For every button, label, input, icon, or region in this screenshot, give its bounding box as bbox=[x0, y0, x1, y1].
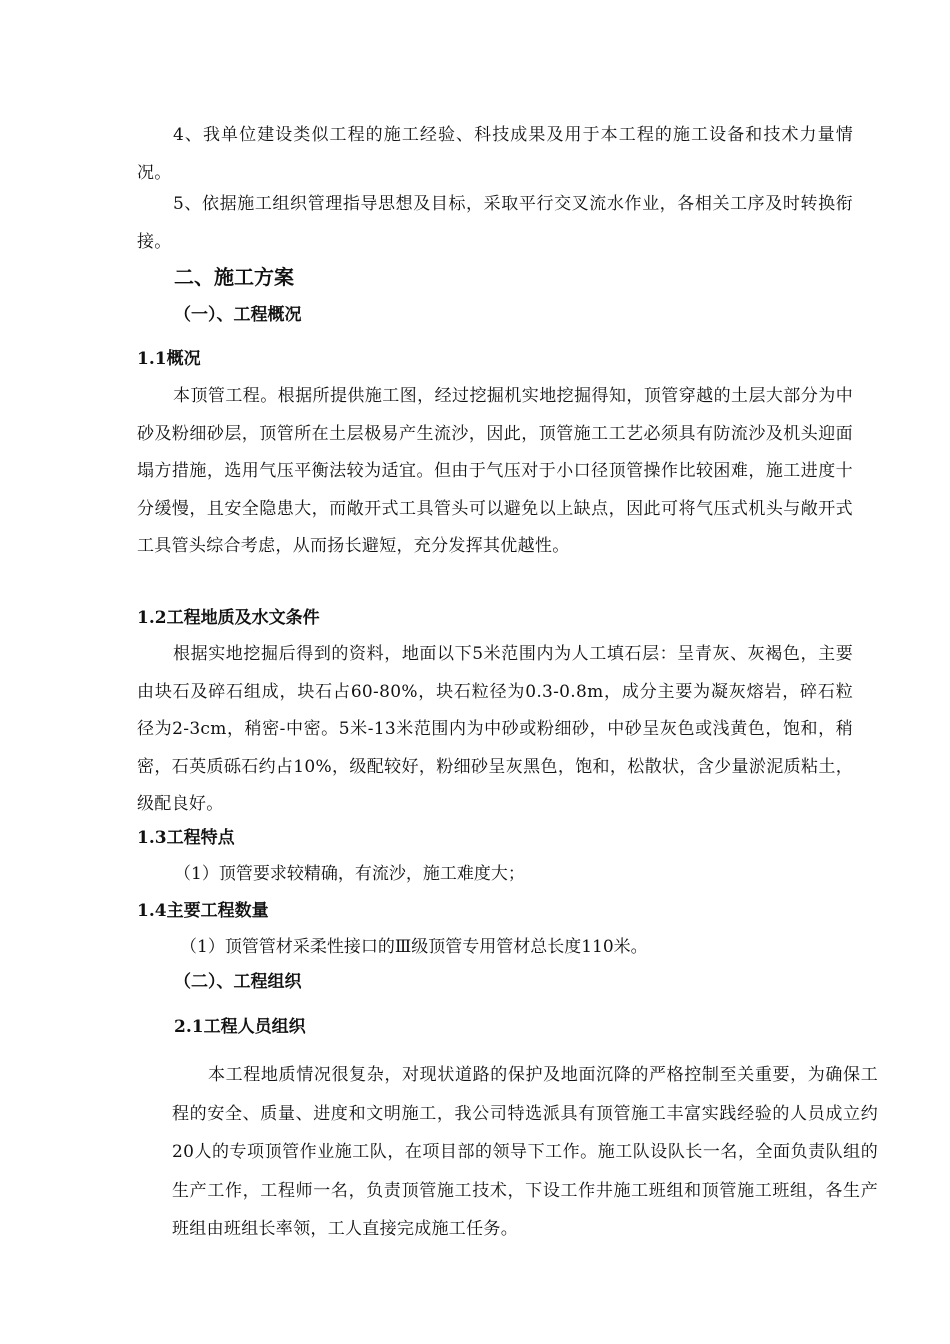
subsection-heading-organization: （二）、工程组织 bbox=[174, 972, 302, 992]
heading-1-2-geology: 1.2工程地质及水文条件 bbox=[137, 608, 320, 628]
heading-1-3-features: 1.3工程特点 bbox=[137, 828, 235, 848]
paragraph-1-2: 根据实地挖掘后得到的资料，地面以下5米范围内为人工填石层：呈青灰、灰褐色，主要由块石及碎石组成，块石占60-80%，块石粒径为0.3-0.8m，成分主要为凝灰熔岩，碎石粒径为2-3cm，稍密-中密。5米-13米范围内为中砂或粉细砂，中砂呈灰色或浅黄色，饱和，稍密，石英质砾石约占10%，级配较好，粉细砂呈灰黑色，饱和，松散状，含少量淤泥质粘土，级配良好。 bbox=[137, 644, 853, 814]
paragraph-2-1: 本工程地质情况很复杂，对现状道路的保护及地面沉降的严格控制至关重要，为确保工程的安全、质量、进度和文明施工，我公司特选派具有顶管施工丰富实践经验的人员成立约20人的专项顶管作业施工队，在项目部的领导下工作。施工队设队长一名，全面负责队组的生产工作，工程师一名，负责顶管施工技术，下设工作井施工班组和顶管施工班组，各生产班组由班组长率领，工人直接完成施工任务。 bbox=[172, 1065, 878, 1239]
paragraph-1-3: （1）顶管要求较精确，有流沙，施工难度大； bbox=[174, 864, 525, 884]
heading-2-1-personnel: 2.1工程人员组织 bbox=[174, 1017, 306, 1037]
subsection-heading-project-overview: （一）、工程概况 bbox=[174, 305, 302, 325]
paragraph-1-4: （1）顶管管材采柔性接口的Ⅲ级顶管专用管材总长度110米。 bbox=[180, 937, 648, 957]
paragraph-point-5: 5、依据施工组织管理指导思想及目标，采取平行交叉流水作业，各相关工序及时转换衔接。 bbox=[137, 194, 853, 252]
paragraph-1-1: 本顶管工程。根据所提供施工图，经过挖掘机实地挖掘得知，顶管穿越的土层大部分为中砂及粉细砂层，顶管所在土层极易产生流沙，因此，顶管施工工艺必须具有防流沙及机头迎面塌方措施，选用气压平衡法较为适宜。但由于气压对于小口径顶管操作比较困难，施工进度十分缓慢，且安全隐患大，而敞开式工具管头可以避免以上缺点，因此可将气压式机头与敞开式工具管头综合考虑，从而扬长避短，充分发挥其优越性。 bbox=[137, 386, 853, 556]
paragraph-point-4: 4、我单位建设类似工程的施工经验、科技成果及用于本工程的施工设备和技术力量情况。 bbox=[137, 125, 853, 183]
heading-1-1-overview: 1.1概况 bbox=[137, 349, 201, 369]
heading-1-4-quantities: 1.4主要工程数量 bbox=[137, 901, 269, 921]
section-heading-construction-plan: 二、施工方案 bbox=[174, 265, 294, 289]
